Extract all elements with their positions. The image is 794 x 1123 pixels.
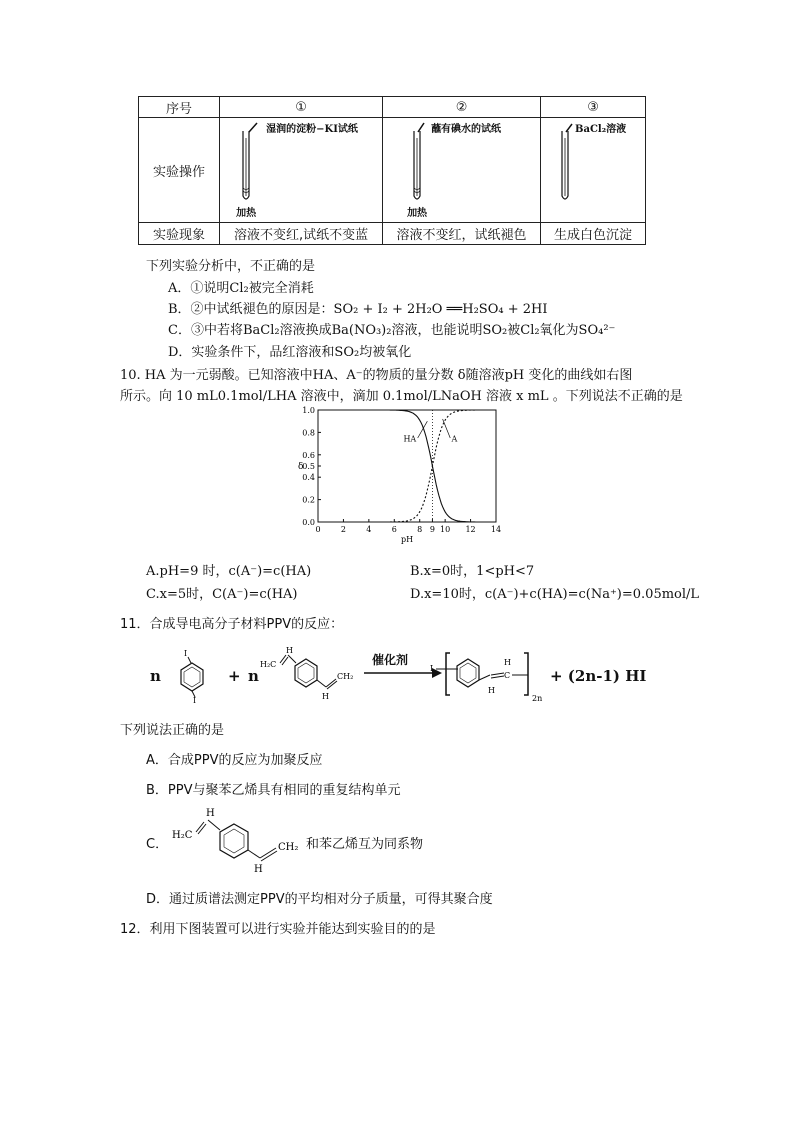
divinylbenzene-option-structure [170, 804, 310, 876]
q11-stem: 11．合成导电高分子材料PPV的反应： [120, 617, 344, 632]
x-tick-label: 12 [465, 525, 476, 534]
q9-option-b: B．②中试纸褪色的原因是：SO₂ + I₂ + 2H₂O ══H₂SO₄ + 2HI [168, 302, 548, 317]
heat-label-2: 加热 [407, 208, 428, 219]
atom-label: H [504, 658, 511, 667]
x-tick-label: 2 [340, 525, 346, 534]
table-header-cell: ② [383, 97, 541, 118]
reaction-equation [140, 645, 660, 710]
series-line-ha [318, 410, 496, 522]
plot-frame [318, 410, 496, 522]
atom-label: I [184, 649, 188, 658]
series-line-a [318, 410, 496, 522]
q9-stem: 下列实验分析中，不正确的是 [146, 259, 316, 274]
test-tube-figure-3 [541, 118, 646, 223]
experiment-table [138, 96, 646, 245]
atom-label: H [488, 686, 495, 695]
q12-stem: 12．利用下图装置可以进行实验并能达到实验目的的是 [120, 922, 436, 937]
y-tick-label: 1.0 [302, 406, 315, 415]
y-tick-label: 0.6 [302, 450, 315, 460]
coefficient-n: n [248, 667, 259, 685]
atom-label: I [430, 664, 434, 673]
atom-label: H₂C [260, 660, 277, 669]
atom-label: H [254, 864, 263, 875]
q10-option-c: C.x=5时，C(A⁻)=c(HA) [146, 587, 298, 602]
x-tick-label: 10 [440, 525, 451, 534]
q10-stem-line2: 所示。向 10 mL0.1mol/LHA 溶液中，滴加 0.1mol/LNaOH 溶液 x mL 。下列说法不正确的是 [120, 389, 683, 404]
divinylbenzene-structure [258, 645, 368, 707]
ppv-product-structure [428, 645, 568, 707]
tube-label-1: 湿润的淀粉−KI试纸 [266, 124, 358, 135]
y-tick-label: 0.5 [302, 462, 315, 471]
y-tick-label: 0.4 [302, 473, 315, 483]
x-tick-label: 14 [490, 525, 502, 534]
q11-option-d: D．通过质谱法测定PPV的平均相对分子质量，可得其聚合度 [146, 892, 493, 907]
series-label-a: A [451, 434, 458, 444]
x-tick-label: 0 [315, 525, 321, 534]
y-tick-label: 0.2 [302, 495, 315, 505]
q9-option-d: D．实验条件下，品红溶液和SO₂均被氧化 [168, 345, 412, 360]
x-tick-label: 6 [391, 525, 397, 534]
phenomenon-cell: 溶液不变红，试纸褪色 [383, 223, 541, 245]
q11-option-b: B．PPV与聚苯乙烯具有相同的重复结构单元 [146, 783, 401, 798]
row-label-phenomenon: 实验现象 [139, 223, 220, 245]
x-tick-label: 8 [417, 525, 423, 534]
subscript-2n: 2n [532, 694, 543, 703]
atom-label: I [193, 696, 197, 703]
test-tube-figure-1 [220, 118, 383, 223]
q10-option-a: A.pH=9 时，c(A⁻)=c(HA) [146, 564, 312, 579]
heat-label-1: 加热 [236, 208, 257, 219]
y-tick-label: 0.8 [302, 428, 315, 438]
test-tube-figure-2 [383, 118, 541, 223]
atom-label: CH₂ [278, 842, 299, 853]
coefficient-n: n [150, 667, 161, 685]
x-tick-label: 4 [366, 525, 372, 534]
tube-label-3: BaCl₂溶液 [575, 124, 627, 135]
table-header-cell: ① [220, 97, 383, 118]
table-header-cell: ③ [541, 97, 646, 118]
phenomenon-cell: 生成白色沉淀 [541, 223, 646, 245]
q11-option-a: A．合成PPV的反应为加聚反应 [146, 753, 323, 768]
byproduct-text: + (2n-1) HI [550, 667, 647, 685]
table-header-cell: 序号 [139, 97, 220, 118]
q10-option-d: D.x=10时，c(A⁻)+c(HA)=c(Na⁺)=0.05mol/L [410, 587, 700, 602]
tube-label-2: 蘸有碘水的试纸 [431, 124, 502, 135]
q10-stem-line1: 10. HA 为一元弱酸。已知溶液中HA、A⁻的物质的量分数 δ随溶液pH 变化的曲线如右图 [120, 368, 633, 383]
q9-option-c: C．③中若将BaCl₂溶液换成Ba(NO₃)₂溶液，也能说明SO₂被Cl₂氧化为SO₄²⁻ [168, 323, 616, 338]
y-axis-label: δ [298, 462, 304, 472]
distribution-chart [290, 402, 530, 554]
atom-label: CH₂ [337, 672, 354, 681]
catalyst-label: 催化剂 [372, 653, 409, 667]
x-axis-label: pH [401, 535, 414, 544]
plus-sign: + [228, 667, 241, 685]
atom-label: H [206, 808, 215, 819]
series-pointer-a [443, 419, 451, 438]
series-label-ha: HA [403, 434, 417, 444]
atom-label: H [322, 692, 329, 701]
x-tick-label: 9 [429, 525, 435, 534]
phenomenon-cell: 溶液不变红,试纸不变蓝 [220, 223, 383, 245]
q11-option-c: C． [146, 837, 169, 852]
diiodobenzene-structure [170, 647, 214, 703]
q11-option-c-tail: 和苯乙烯互为同系物 [306, 837, 424, 852]
atom-label: H [286, 646, 293, 655]
atom-label: C [504, 671, 511, 680]
q10-option-b: B.x=0时，1<pH<7 [410, 564, 535, 579]
row-label-operation: 实验操作 [139, 118, 220, 223]
q9-option-a: A．①说明Cl₂被完全消耗 [168, 281, 314, 296]
y-tick-label: 0.0 [302, 518, 315, 527]
atom-label: H₂C [172, 830, 193, 841]
q11-prompt: 下列说法正确的是 [120, 723, 225, 738]
